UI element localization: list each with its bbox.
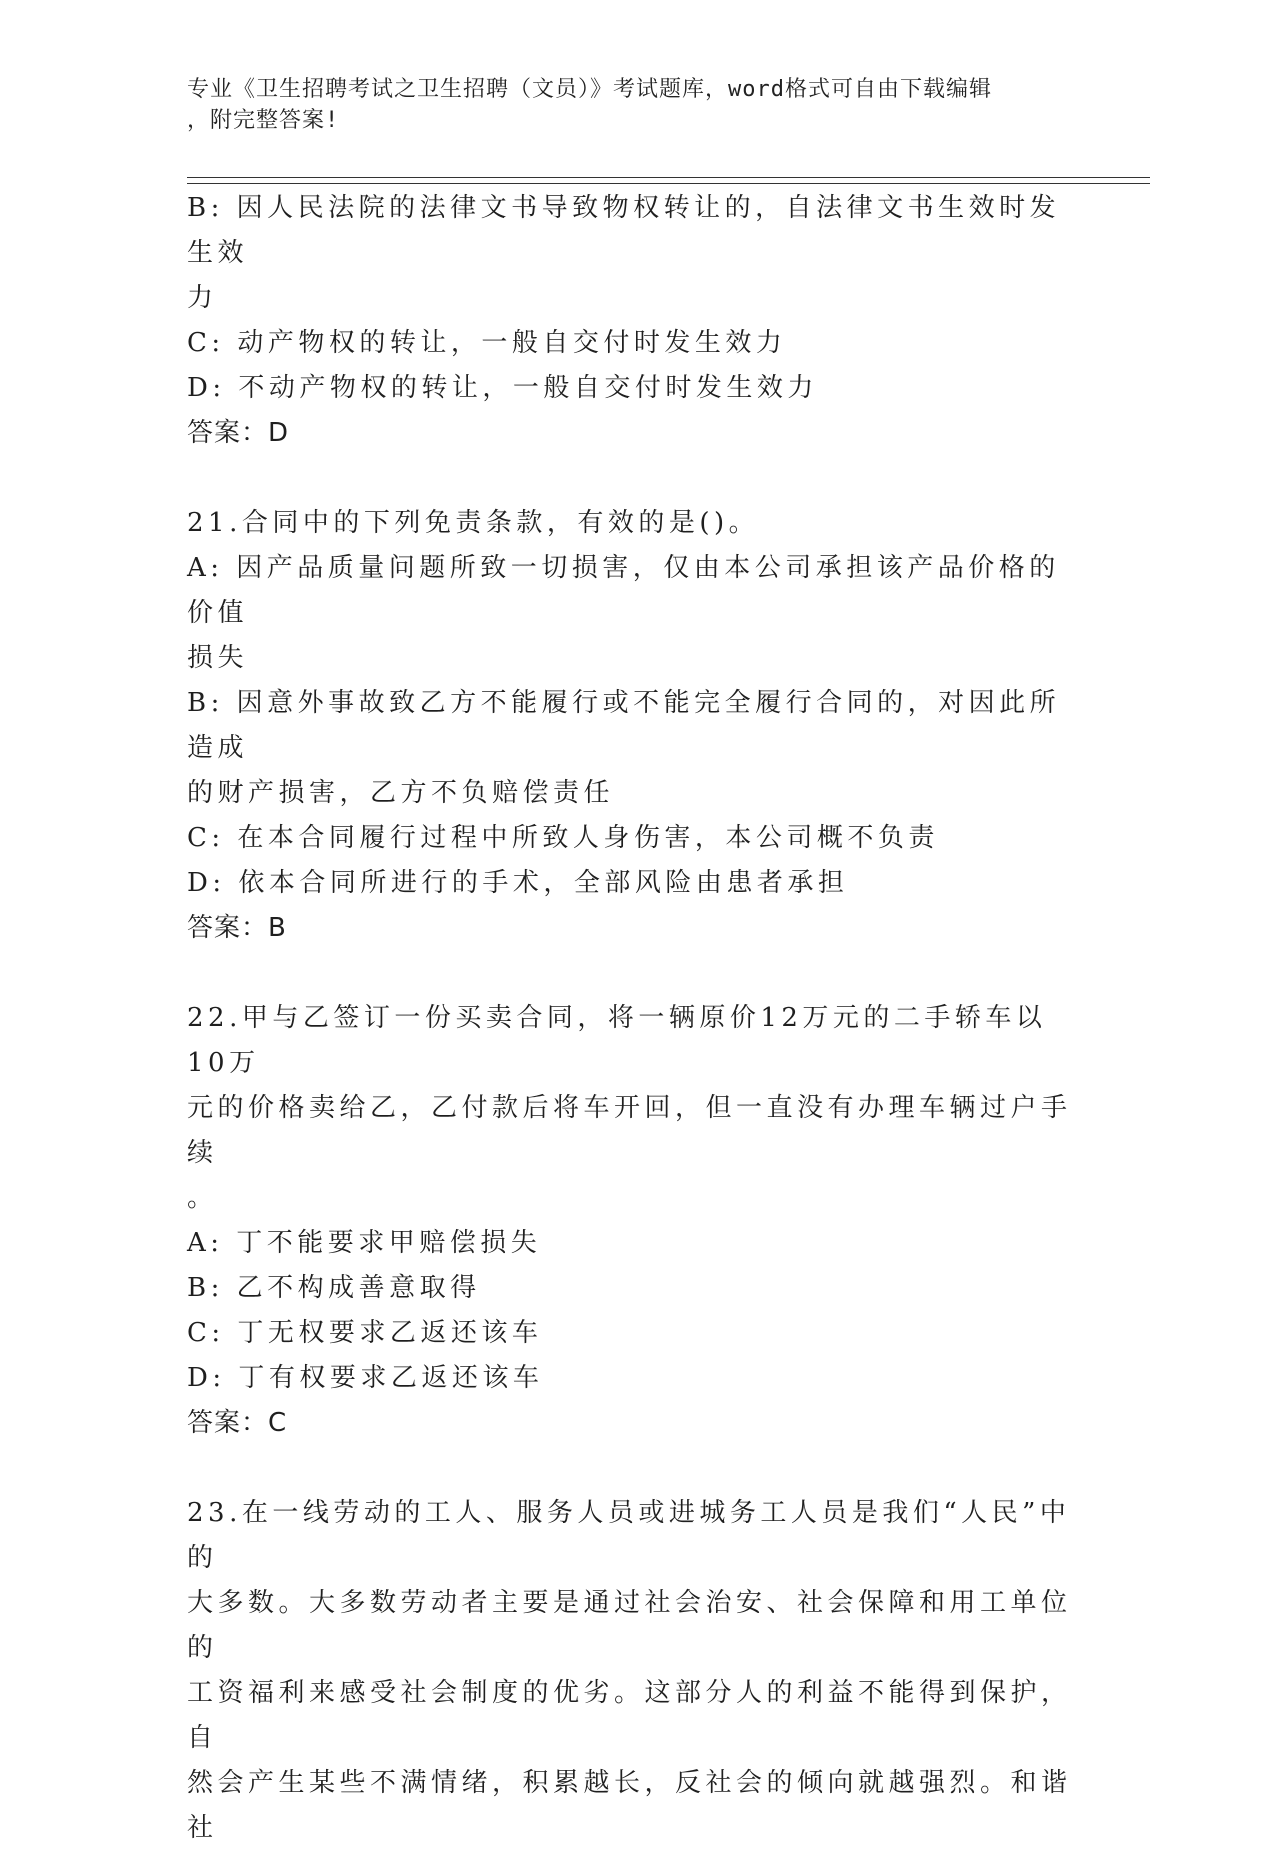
header-line-2: ，附完整答案! <box>187 108 340 133</box>
spacer <box>187 951 1087 996</box>
question-stem-line-2: 大多数。大多数劳动者主要是通过社会治安、社会保障和用工单位的 <box>187 1588 1072 1663</box>
spacer <box>187 456 1087 501</box>
option-d: D: 不动产物权的转让，一般自交付时发生效力 <box>187 373 818 403</box>
answer: 答案：B <box>187 913 287 943</box>
spacer <box>187 1446 1087 1491</box>
answer: 答案：D <box>187 418 290 448</box>
header-divider-top <box>187 177 1150 178</box>
question-22 <box>187 996 1087 1446</box>
question-stem-line-2: 元的价格卖给乙，乙付款后将车开回，但一直没有办理车辆过户手续 <box>187 1093 1072 1168</box>
header-line-1: 专业《卫生招聘考试之卫生招聘（文员）》考试题库，word格式可自由下载编辑 <box>187 77 992 102</box>
option-b-line-1: B: 因人民法院的法律文书导致物权转让的，自法律文书生效时发生效 <box>187 193 1061 268</box>
question-stem-line-1: 23.在一线劳动的工人、服务人员或进城务工人员是我们“人民”中的 <box>187 1498 1071 1573</box>
option-d: D: 丁有权要求乙返还该车 <box>187 1363 544 1393</box>
option-c: C: 丁无权要求乙返还该车 <box>187 1318 543 1348</box>
option-b-line-2: 力 <box>187 283 218 313</box>
option-b: B: 乙不构成善意取得 <box>187 1273 481 1303</box>
option-d: D: 依本合同所进行的手术，全部风险由患者承担 <box>187 868 849 898</box>
question-stem: 21.合同中的下列免责条款，有效的是()。 <box>187 508 760 538</box>
question-23 <box>187 1491 1087 1851</box>
option-c: C: 在本合同履行过程中所致人身伤害，本公司概不负责 <box>187 823 939 853</box>
document-body <box>187 186 1087 1851</box>
question-stem-line-3: 。 <box>187 1183 218 1213</box>
option-b-line-2: 的财产损害，乙方不负赔偿责任 <box>187 778 615 808</box>
question-20-continued <box>187 186 1087 456</box>
answer: 答案：C <box>187 1408 288 1438</box>
question-stem-line-4: 然会产生某些不满情绪，积累越长，反社会的倾向就越强烈。和谐社 <box>187 1768 1072 1843</box>
option-b-line-1: B: 因意外事故致乙方不能履行或不能完全履行合同的，对因此所造成 <box>187 688 1061 763</box>
header-divider-bottom <box>187 183 1150 184</box>
option-a-line-2: 损失 <box>187 643 249 673</box>
option-a-line-1: A: 因产品质量问题所致一切损害，仅由本公司承担该产品价格的价值 <box>187 553 1060 628</box>
question-stem-line-1: 22.甲与乙签订一份买卖合同，将一辆原价12万元的二手轿车以10万 <box>187 1003 1047 1078</box>
document-header <box>187 74 1067 136</box>
option-a: A: 丁不能要求甲赔偿损失 <box>187 1228 542 1258</box>
option-c: C: 动产物权的转让，一般自交付时发生效力 <box>187 328 787 358</box>
question-stem-line-3: 工资福利来感受社会制度的优劣。这部分人的利益不能得到保护，自 <box>187 1678 1072 1753</box>
question-21 <box>187 501 1087 951</box>
